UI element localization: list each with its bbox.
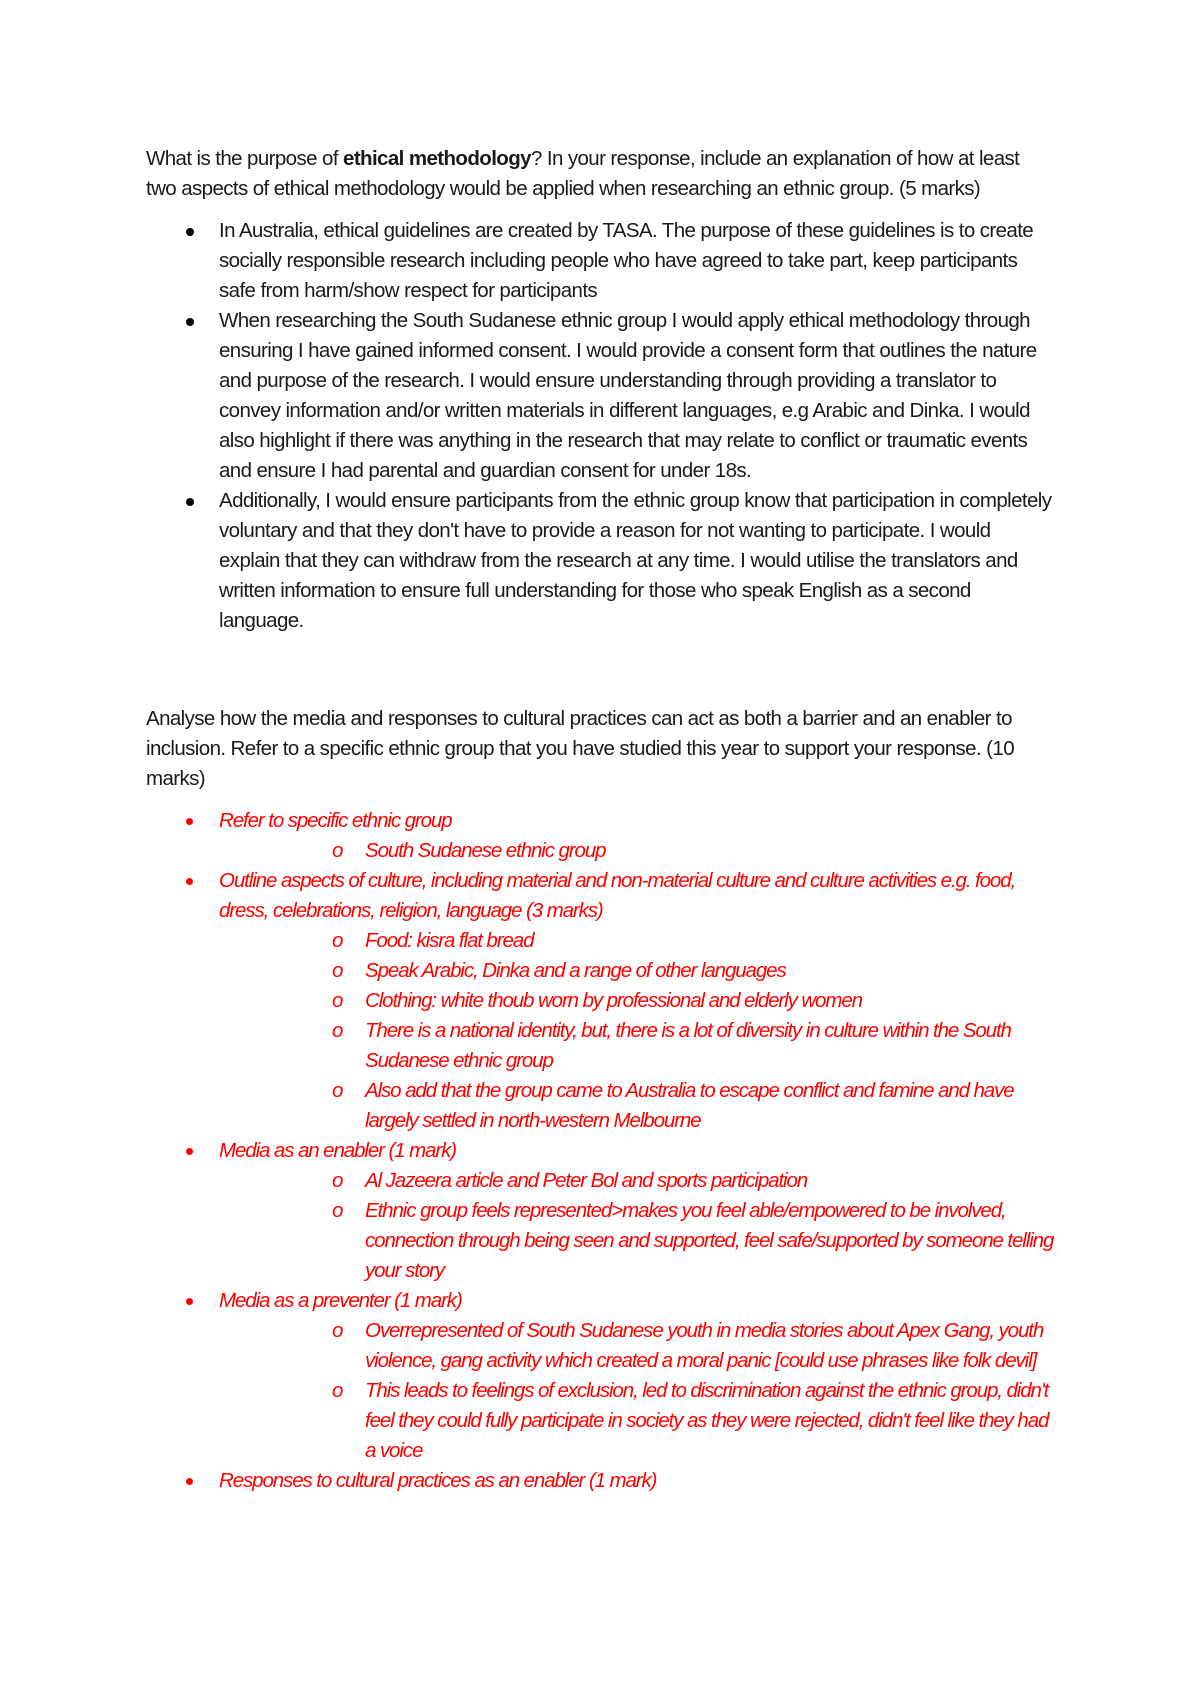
sub-list-item: o South Sudanese ethnic group — [219, 836, 1054, 866]
list-item: When researching the South Sudanese ethnic group I would apply ethical methodology through ensuring I have gained informed consent. I would provide a consent form that outlines the nature and purpose of the research. I would ensure understanding through providing a translator to convey information and/or written materials in different languages, e.g Arabic and Dinka. I would also highlight if there was anything in the research that may relate to conflict or traumatic events and ensure I had parental and guardian consent for under 18s. — [146, 306, 1054, 486]
circle-bullet-icon: o — [332, 959, 343, 982]
list-item: In Australia, ethical guidelines are created by TASA. The purpose of these guidelines is to create socially responsible research including people who have agreed to take part, keep participants safe from harm/show respect for participants — [146, 216, 1054, 306]
list-item: Media as a preventer (1 mark) o Overrepresented of South Sudanese youth in media stories about Apex Gang, youth violence, gang activity which created a moral panic [could use phrases like folk devil] o This leads to feelings of exclusion, led to discrimination against the ethnic group, didn't feel they could fully participate in society as they were rejected, didn't feel like they had a voice — [146, 1286, 1054, 1466]
circle-bullet-icon: o — [332, 839, 343, 862]
sub-list-item: o Al Jazeera article and Peter Bol and sports participation — [219, 1166, 1054, 1196]
bullet-icon — [186, 878, 193, 885]
circle-bullet-icon: o — [332, 1199, 343, 1222]
sub-list-item: o Also add that the group came to Australia to escape conflict and famine and have largely settled in north-western Melbourne — [219, 1076, 1054, 1136]
sub-list — [219, 1166, 1054, 1286]
sub-list-item: o Speak Arabic, Dinka and a range of other languages — [219, 956, 1054, 986]
bullet-icon — [186, 818, 193, 825]
circle-bullet-icon: o — [332, 1019, 343, 1042]
list-item: Additionally, I would ensure participants from the ethnic group know that participation in completely voluntary and that they don't have to provide a reason for not wanting to participate. I would explain that they can withdraw from the research at any time. I would utilise the translators and written information to ensure full understanding for those who speak English as a second language. — [146, 486, 1054, 636]
sub-list-item: o Clothing: white thoub worn by professional and elderly women — [219, 986, 1054, 1016]
list-item: Refer to specific ethnic group o South Sudanese ethnic group — [146, 806, 1054, 866]
bullet-icon — [186, 1478, 193, 1485]
circle-bullet-icon: o — [332, 989, 343, 1012]
sub-list — [219, 1316, 1054, 1466]
sub-list-item: o There is a national identity, but, there is a lot of diversity in culture within the South Sudanese ethnic group — [219, 1016, 1054, 1076]
bullet-icon — [186, 1298, 193, 1305]
circle-bullet-icon: o — [332, 1319, 343, 1342]
answer-2-list — [146, 806, 1054, 1496]
question-1-bold-term: ethical methodology — [343, 147, 531, 170]
sub-list — [219, 836, 1054, 866]
list-item: Outline aspects of culture, including material and non-material culture and culture activities e.g. food, dress, celebrations, religion, language (3 marks) o Food: kisra flat bread o Speak Arabic, Dinka and a range of other languages o Clothing: white thoub worn by professional and elderly women o There is a national identity, but, there is a lot of diversity in culture within the South Sudanese ethnic group o Also add that the group came to Australia to escape conflict and famine and have largely settled in north-western Melbourne — [146, 866, 1054, 1136]
circle-bullet-icon: o — [332, 929, 343, 952]
sub-list-item: o Ethnic group feels represented>makes you feel able/empowered to be involved, connection through being seen and supported, feel safe/supported by someone telling your story — [219, 1196, 1054, 1286]
bullet-icon — [186, 1148, 193, 1155]
sub-list — [219, 926, 1054, 1136]
sub-list-item: o Overrepresented of South Sudanese youth in media stories about Apex Gang, youth violence, gang activity which created a moral panic [could use phrases like folk devil] — [219, 1316, 1054, 1376]
question-2: Analyse how the media and responses to cultural practices can act as both a barrier and an enabler to inclusion. Refer to a specific ethnic group that you have studied this year to support your response. (10 marks) — [146, 707, 1014, 790]
question-1: What is the purpose of ethical methodology? In your response, include an explanation of how at least two aspects of ethical methodology would be applied when researching an ethnic group. (5 marks) — [146, 147, 1020, 200]
sub-list-item: o Food: kisra flat bread — [219, 926, 1054, 956]
sub-list-item: o This leads to feelings of exclusion, led to discrimination against the ethnic group, didn't feel they could fully participate in society as they were rejected, didn't feel like they had a voice — [219, 1376, 1054, 1466]
list-item: Media as an enabler (1 mark) o Al Jazeera article and Peter Bol and sports participation o Ethnic group feels represented>makes you feel able/empowered to be involved, connection through being seen and supported, feel safe/supported by someone telling your story — [146, 1136, 1054, 1286]
circle-bullet-icon: o — [332, 1169, 343, 1192]
circle-bullet-icon: o — [332, 1379, 343, 1402]
answer-1-list — [146, 216, 1054, 636]
list-item: Responses to cultural practices as an enabler (1 mark) — [146, 1466, 1054, 1496]
circle-bullet-icon: o — [332, 1079, 343, 1102]
